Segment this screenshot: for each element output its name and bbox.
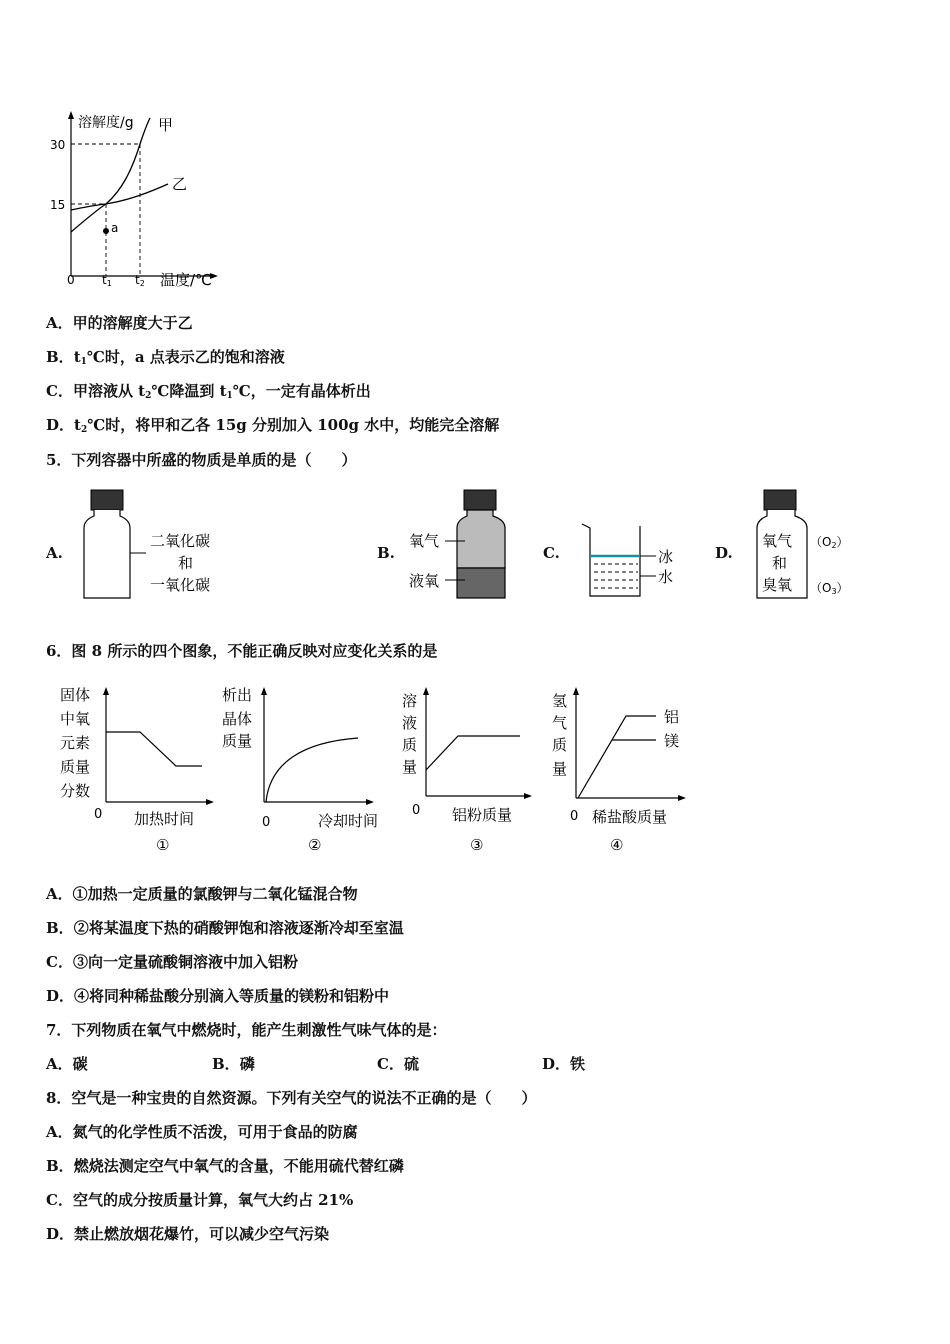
- label-line1: 二氧化碳: [150, 532, 211, 550]
- bottle-cap: [91, 490, 123, 510]
- graph3-xlabel: 铝粉质量: [452, 806, 513, 824]
- label-line3: 臭氧: [762, 576, 793, 594]
- graph4-ylabel-1: 氢: [552, 692, 568, 710]
- series-jia-curve: [71, 118, 150, 232]
- option-letter: C．: [46, 953, 73, 971]
- point-a: [103, 228, 109, 234]
- graph3-ylabel-4: 量: [402, 758, 418, 776]
- option-letter: A．: [46, 1123, 73, 1141]
- option-text: 氮气的化学性质不活泼，可用于食品的防腐: [72, 1123, 358, 1141]
- graph4-series-al: [578, 716, 656, 798]
- graph4-y-arrow: [573, 687, 579, 695]
- q6-graph-2: [218, 684, 393, 859]
- q5-option-d-letter: D.: [715, 544, 733, 562]
- option-text: ③向一定量硫酸铜溶液中加入铝粉: [72, 953, 298, 971]
- graph4-ylabel-3: 质: [552, 736, 568, 754]
- q5-option-b-bottle: [405, 488, 515, 603]
- q6-option-d: [46, 985, 389, 1006]
- formula-o2: （O2）: [810, 535, 849, 550]
- q4-option-c: [46, 380, 371, 401]
- label-water: 水: [658, 568, 674, 586]
- q6-graph-4: [548, 684, 698, 859]
- bottle-cap: [464, 490, 496, 510]
- graph2-x-arrow: [366, 799, 374, 805]
- bottle-body: [84, 510, 130, 598]
- option-letter: D．: [46, 987, 75, 1005]
- q7-option-a: [46, 1053, 88, 1074]
- graph2-ylabel-2: 晶体: [222, 710, 253, 728]
- graph1-x-arrow: [206, 799, 214, 805]
- label-bottom: 液氧: [409, 572, 440, 590]
- graph2-number: ②: [308, 836, 322, 854]
- graph2-y-arrow: [261, 687, 267, 695]
- y-axis-label: 溶解度/g: [78, 115, 134, 131]
- label-top: 氧气: [409, 532, 440, 550]
- x-axis-label: 温度/℃: [160, 271, 212, 289]
- q5-option-b-letter: B.: [377, 544, 395, 562]
- graph3-ylabel-1: 溶: [402, 692, 418, 710]
- label-line2: 和: [772, 554, 788, 572]
- option-text: 甲的溶解度大于乙: [72, 314, 193, 332]
- option-letter: C．: [46, 382, 73, 400]
- option-letter: D．: [46, 416, 75, 434]
- graph4-number: ④: [610, 836, 624, 854]
- q8-stem: 8．空气是一种宝贵的自然资源。下列有关空气的说法不正确的是（ ）: [46, 1089, 537, 1107]
- graph2-series-curve: [266, 738, 358, 802]
- graph3-x-arrow: [524, 793, 532, 799]
- option-text: 硫: [403, 1055, 419, 1073]
- graph4-label-mg: 镁: [664, 732, 680, 750]
- q8-option-a: [46, 1121, 358, 1142]
- y-axis-arrow: [68, 111, 74, 119]
- x-tick-t2: t2: [135, 273, 145, 288]
- graph3-y-arrow: [423, 687, 429, 695]
- label-line2: 和: [178, 554, 194, 572]
- option-text: 禁止燃放烟花爆竹，可以减少空气污染: [74, 1225, 330, 1243]
- option-text: 空气的成分按质量计算，氧气大约占 21%: [72, 1191, 354, 1209]
- option-letter: B．: [46, 348, 74, 366]
- q6-option-b: [46, 917, 404, 938]
- beaker-body: [582, 524, 640, 596]
- x-tick-0: 0: [67, 273, 75, 287]
- option-text: 铁: [570, 1055, 586, 1073]
- label-ice: 冰: [658, 548, 674, 566]
- q6-option-a: [46, 883, 358, 904]
- graph4-xlabel: 稀盐酸质量: [592, 808, 668, 826]
- graph1-ylabel-2: 中氧: [60, 710, 91, 728]
- x-tick-t1: t1: [102, 273, 112, 288]
- option-letter: A．: [46, 885, 73, 903]
- formula-o3: （O3）: [810, 581, 849, 596]
- option-letter: B．: [46, 1157, 74, 1175]
- graph1-series-line: [106, 732, 202, 766]
- option-text: t: [74, 416, 81, 434]
- graph4-x-arrow: [678, 795, 686, 801]
- solubility-chart: [40, 108, 240, 298]
- q7-option-c: [377, 1053, 419, 1074]
- q5-option-a-letter: A.: [46, 544, 63, 562]
- q6-stem: 6．图 8 所示的四个图象，不能正确反映对应变化关系的是: [46, 642, 438, 660]
- q6-graph-3: [398, 684, 548, 859]
- graph4-ylabel-2: 气: [552, 714, 568, 732]
- label-line3: 一氧化碳: [150, 576, 211, 594]
- option-text: ℃时，a 点表示乙的饱和溶液: [86, 348, 285, 366]
- option-letter: C．: [46, 1191, 73, 1209]
- graph1-y-arrow: [103, 687, 109, 695]
- graph2-ylabel-1: 析出: [222, 686, 253, 704]
- q5-option-c-beaker: [578, 518, 688, 603]
- q7-stem: 7．下列物质在氧气中燃烧时，能产生刺激性气味气体的是：: [46, 1021, 447, 1039]
- option-text: ℃降温到 t: [151, 382, 227, 400]
- option-letter: A．: [46, 1055, 73, 1073]
- q8-option-c: [46, 1189, 353, 1210]
- option-text: 碳: [72, 1055, 88, 1073]
- q8-option-d: [46, 1223, 329, 1244]
- q6-graph-1: [56, 684, 226, 859]
- bottle-liquid: [457, 568, 505, 598]
- graph2-ylabel-3: 质量: [222, 732, 253, 750]
- y-tick-15: 15: [50, 198, 66, 212]
- graph1-number: ①: [156, 836, 170, 854]
- bottle-body-gas: [457, 510, 505, 568]
- q4-option-d: [46, 414, 499, 435]
- graph1-ylabel-3: 元素: [60, 734, 91, 752]
- graph3-number: ③: [470, 836, 484, 854]
- q7-option-d: [542, 1053, 585, 1074]
- subscript: 2: [80, 425, 88, 435]
- q6-option-c: [46, 951, 298, 972]
- option-letter: C．: [377, 1055, 404, 1073]
- subscript: 2: [145, 391, 152, 401]
- graph4-label-al: 铝: [664, 708, 680, 726]
- graph2-origin: 0: [262, 815, 271, 830]
- q7-option-b: [212, 1053, 255, 1074]
- subscript: 1: [80, 357, 87, 367]
- option-letter: D．: [542, 1055, 571, 1073]
- option-text: ②将某温度下热的硝酸钾饱和溶液逐渐冷却至室温: [73, 919, 404, 937]
- option-text: 燃烧法测定空气中氧气的含量，不能用硫代替红磷: [73, 1157, 404, 1175]
- option-letter: A．: [46, 314, 73, 332]
- option-text: ④将同种稀盐酸分别滴入等质量的镁粉和铝粉中: [74, 987, 390, 1005]
- option-text: ℃，一定有晶体析出: [232, 382, 371, 400]
- graph1-origin: 0: [94, 807, 103, 822]
- graph4-ylabel-4: 量: [552, 760, 568, 778]
- graph1-xlabel: 加热时间: [134, 810, 195, 828]
- y-tick-30: 30: [50, 138, 66, 152]
- option-text: ℃时，将甲和乙各 15g 分别加入 100g 水中，均能完全溶解: [87, 416, 500, 434]
- graph1-ylabel-5: 分数: [60, 782, 91, 800]
- q5-option-c-letter: C.: [543, 544, 560, 562]
- option-letter: D．: [46, 1225, 75, 1243]
- q4-option-a: [46, 312, 193, 333]
- series-yi-label: 乙: [172, 175, 188, 193]
- q4-option-b: [46, 346, 285, 367]
- graph1-ylabel-4: 质量: [60, 758, 91, 776]
- point-a-label: a: [111, 221, 119, 235]
- graph3-ylabel-2: 液: [402, 714, 418, 732]
- option-text: 甲溶液从 t: [72, 382, 146, 400]
- q5-stem: 5．下列容器中所盛的物质是单质的是（ ）: [46, 451, 357, 469]
- graph3-series-line: [426, 736, 520, 770]
- graph3-ylabel-3: 质: [402, 736, 418, 754]
- graph3-origin: 0: [412, 803, 421, 818]
- option-text: ①加热一定质量的氯酸钾与二氧化锰混合物: [72, 885, 358, 903]
- option-text: t: [73, 348, 81, 366]
- q5-option-a-bottle: [80, 488, 240, 603]
- option-letter: B．: [46, 919, 74, 937]
- graph4-origin: 0: [570, 809, 579, 824]
- graph2-xlabel: 冷却时间: [318, 812, 379, 830]
- series-jia-label: 甲: [158, 116, 174, 134]
- q8-option-b: [46, 1155, 404, 1176]
- subscript: 1: [226, 391, 233, 401]
- option-text: 磷: [239, 1055, 255, 1073]
- label-line1: 氧气: [762, 532, 793, 550]
- q5-option-d-bottle: [752, 488, 862, 603]
- option-letter: B．: [212, 1055, 240, 1073]
- bottle-cap: [764, 490, 796, 510]
- graph1-ylabel-1: 固体: [60, 686, 91, 704]
